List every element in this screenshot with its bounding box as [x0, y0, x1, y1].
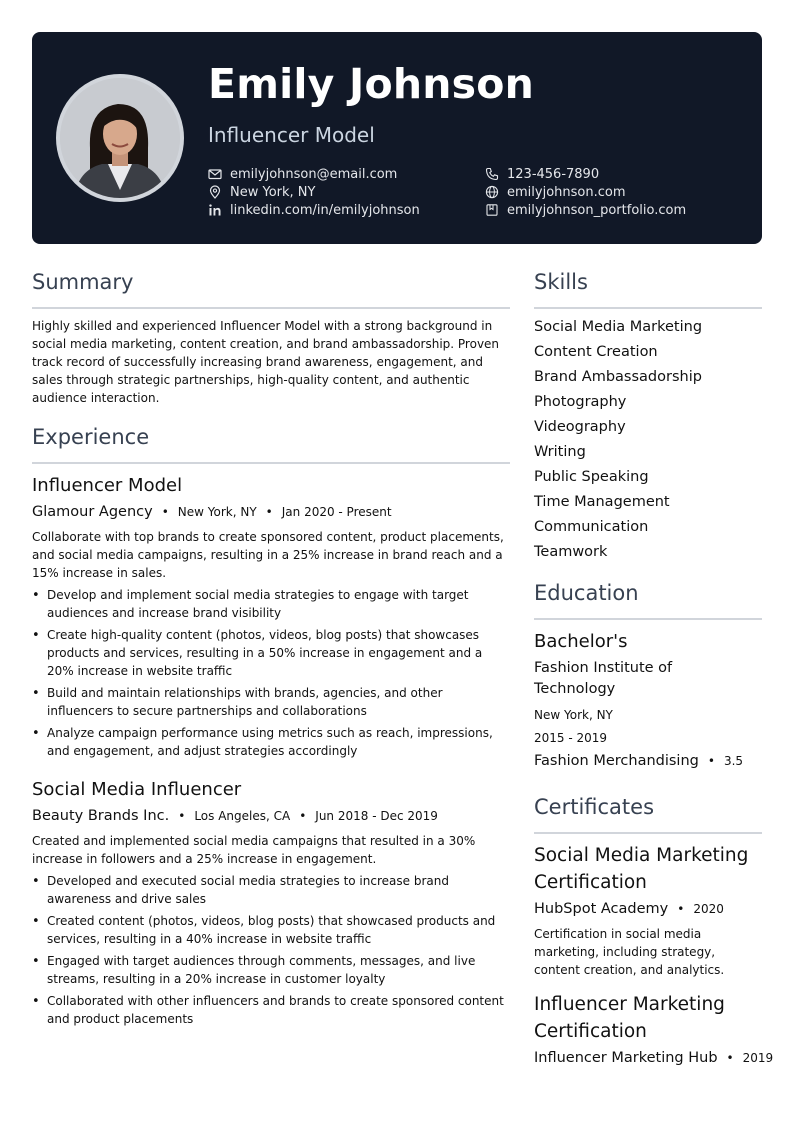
job-meta: Glamour Agency • New York, NY • Jan 2020 - Present [32, 504, 392, 520]
candidate-name: Emily Johnson [208, 60, 534, 108]
job-title: Social Media Influencer [32, 779, 242, 800]
skill-item: Public Speaking [534, 469, 649, 485]
contact-linkedin-text: linkedin.com/in/emilyjohnson [230, 202, 420, 218]
job-bullet: • Create high-quality content (photos, videos, blog posts) that showcases products and services, resulting in a 50% increase in engagement and a 20% increase in website traffic [32, 626, 510, 680]
job-title: Influencer Model [32, 475, 183, 496]
job-bullets [32, 586, 510, 764]
skill-item: Time Management [534, 494, 670, 510]
globe-icon [485, 185, 499, 199]
contact-website-text: emilyjohnson.com [507, 184, 626, 200]
job-description: Created and implemented social media campaigns that resulted in a 30% increase in followers and a 25% increase in engagement. [32, 834, 476, 866]
certificate-name: Social Media Marketing Certification [534, 845, 749, 893]
linkedin-icon [208, 203, 222, 217]
skill-item: Teamwork [534, 544, 608, 560]
certificate-year: 2020 [693, 902, 724, 916]
skills-heading: Skills [534, 270, 588, 294]
education-gpa: 3.5 [723, 754, 744, 768]
certificate-year: 2019 [742, 1051, 774, 1065]
skills-divider [534, 307, 762, 309]
contact-portfolio[interactable] [485, 201, 686, 219]
education-heading: Education [534, 581, 639, 605]
education-location: New York, NY [534, 708, 613, 722]
job-dates: Jan 2020 - Present [281, 505, 392, 519]
skill-item: Content Creation [534, 344, 658, 360]
skill-item: Writing [534, 444, 586, 460]
location-icon [208, 185, 222, 199]
job-bullet: • Develop and implement social media strategies to engage with target audiences and increase brand visibility [32, 586, 510, 622]
job-description: Collaborate with top brands to create sponsored content, product placements, and social media campaigns, resulting in a 25% increase in brand reach and a 15% increase in sales. [32, 530, 504, 580]
education-divider [534, 618, 762, 620]
contact-website[interactable] [485, 183, 626, 201]
contact-email[interactable] [208, 165, 397, 183]
contact-location [208, 183, 315, 201]
education-field: Fashion Merchandising [534, 753, 699, 769]
education-field-row: Fashion Merchandising • 3.5 [534, 753, 744, 769]
skill-item: Brand Ambassadorship [534, 369, 702, 385]
profile-photo-image [60, 78, 180, 198]
job-meta: Beauty Brands Inc. • Los Angeles, CA • Jun 2018 - Dec 2019 [32, 808, 438, 824]
job-bullet: • Collaborated with other influencers and brands to create sponsored content and product placements [32, 992, 510, 1028]
education-dates: 2015 - 2019 [534, 731, 608, 745]
certificate-meta: Influencer Marketing Hub • 2019 [534, 1050, 774, 1066]
job-company: Glamour Agency [32, 504, 153, 520]
contact-location-text: New York, NY [230, 184, 316, 200]
skill-item: Videography [534, 419, 626, 435]
education-school: Fashion Institute of Technology [534, 660, 673, 697]
avatar [56, 74, 184, 202]
header-banner [32, 32, 762, 244]
certificates-divider [534, 832, 762, 834]
summary-heading: Summary [32, 270, 134, 294]
certificate-name: Influencer Marketing Certification [534, 994, 725, 1042]
job-bullet: • Created content (photos, videos, blog posts) that showcased products and services, resulting in a 40% increase in website traffic [32, 912, 510, 948]
job-location: New York, NY [177, 505, 257, 519]
certificate-meta: HubSpot Academy • 2020 [534, 901, 724, 917]
job-bullet: • Analyze campaign performance using metrics such as reach, impressions, and engagement, and adjust strategies accordingly [32, 724, 510, 760]
certificate-issuer: HubSpot Academy [534, 901, 669, 917]
candidate-role: Influencer Model [208, 123, 375, 147]
contact-email-text: emilyjohnson@email.com [230, 166, 398, 182]
job-bullet: • Engaged with target audiences through comments, messages, and live streams, resulting in a 20% increase in customer loyalty [32, 952, 510, 988]
mail-icon [208, 167, 222, 181]
job-bullet: • Build and maintain relationships with brands, agencies, and other influencers to secure partnerships and collaborations [32, 684, 510, 720]
job-location: Los Angeles, CA [194, 809, 291, 823]
phone-icon [485, 167, 499, 181]
job-bullets [32, 872, 510, 1032]
experience-divider [32, 462, 510, 464]
certificate-issuer: Influencer Marketing Hub [534, 1050, 718, 1066]
contact-linkedin[interactable] [208, 201, 420, 219]
job-dates: Jun 2018 - Dec 2019 [315, 809, 438, 823]
experience-heading: Experience [32, 425, 150, 449]
portfolio-icon [485, 203, 499, 217]
certificate-description: Certification in social media marketing, including strategy, content creation, and analytics. [534, 927, 725, 977]
contact-phone-text: 123-456-7890 [507, 166, 600, 182]
summary-text: Highly skilled and experienced Influencer Model with a strong background in social media marketing, content creation, and brand ambassadorship. Proven track record of successfully increasing brand awareness, engagement, and sales through strategic partnerships, high-quality content, and authentic audience interaction. [32, 319, 500, 405]
job-company: Beauty Brands Inc. [32, 808, 170, 824]
certificates-heading: Certificates [534, 795, 655, 819]
skills-list [534, 316, 702, 566]
contact-phone[interactable] [485, 165, 599, 183]
job-bullet: • Developed and executed social media strategies to increase brand awareness and drive sales [32, 872, 510, 908]
contact-portfolio-text: emilyjohnson_portfolio.com [507, 202, 687, 218]
education-degree: Bachelor's [534, 631, 628, 652]
skill-item: Social Media Marketing [534, 319, 703, 335]
skill-item: Communication [534, 519, 649, 535]
summary-divider [32, 307, 510, 309]
skill-item: Photography [534, 394, 627, 410]
